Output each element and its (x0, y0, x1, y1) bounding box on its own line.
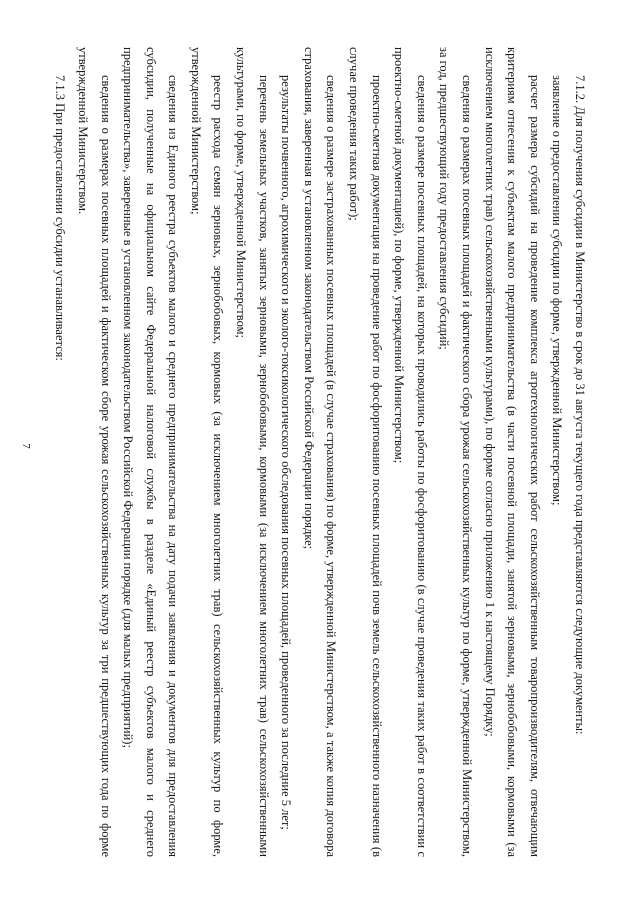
paragraph: реестр расхода семян зерновых, зернобобовых, кормовых (за исключением многолетних трав) сельскохозяйственных культур по форме, утвержденной Министерством; (189, 47, 226, 857)
paragraph: перечень земельных участков, занятых зерновыми, зернобобовыми, кормовыми (за исключением многолетних трав) сельскохозяйственными культурами, по форме, утвержденной Министерством; (234, 47, 271, 857)
document-body (49, 47, 591, 857)
paragraph: сведения о размерах посевных площадей и фактическом сборе урожая сельскохозяйственных культур за три предшествующих года по форме утвержденной Министерством. (76, 47, 113, 857)
paragraph: расчет размера субсидий на проведение комплекса агротехнологических работ сельскохозяйственным товаропроизводителям, отвечающим критериям отнесения к субъектам малого предпринимательства (в части посевной площади, занятой зерновыми, зернобобовыми, кормовыми (за исключением многолетних трав) сельскохозяйственными культурами), по форме согласно приложению 1 к настоящему Порядку; (482, 47, 542, 857)
paragraph: заявление о предоставлении субсидии по форме, утвержденной Министерством; (550, 75, 565, 506)
paragraph: 7.1.3 При предоставлении субсидии устанавливается: (53, 75, 68, 361)
paragraph: проектно-сметная документация на проведение работ по фосфоритованию посевных площадей почв земель сельскохозяйственного назначения (в случае проведения таких работ); (347, 47, 384, 857)
paragraph: сведения о размере посевных площадей, на которых проводились работы по фосфоритованию (в случае проведения таких работ в соответствии с проектно-сметной документацией), по форме, утвержденной Министерством; (392, 47, 429, 857)
paragraph: результаты почвенного, агрохимического и эколого-токсикологического обследования посевных площадей, проведенного за последние 5 лет; (279, 75, 294, 830)
paragraph: сведения о размере застрахованных посевных площадей (в случае страхования) по форме, утвержденной Министерством, а также копия договора страхования, заверенная в установленном законодательством Российской Федерации порядке; (302, 47, 339, 857)
paragraph: 7.1.2. Для получения субсидии в Министерство в срок до 31 августа текущего года представляются следующие документы: (573, 75, 588, 735)
paragraph: сведения о размерах посевных площадей и фактического сбора урожая сельскохозяйственных культур по форме, утвержденной Министерством, за год, предшествующий году предоставления субсидий; (437, 47, 475, 857)
paragraph: сведения из Единого реестра субъектов малого и среднего предпринимательства на дату подачи заявления и документов для предоставления субсидии, полученные на официальном сайте Федеральной налоговой службы в разделе «Единый реестр субъектов малого и среднего предпринимательства», заверенные в установленном законодательством Российской Федерации порядке (для малых предприятий); (121, 47, 181, 857)
page-number: 7 (19, 443, 32, 449)
